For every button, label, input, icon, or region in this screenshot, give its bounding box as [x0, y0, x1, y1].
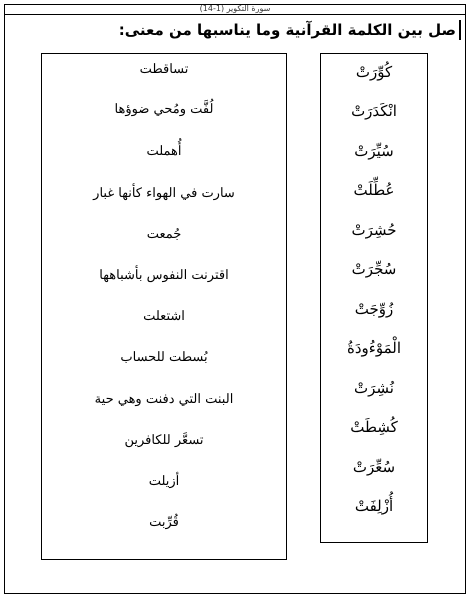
- word-item[interactable]: كُوِّرَتْ: [355, 63, 393, 81]
- meaning-item[interactable]: جُمعت: [146, 227, 182, 242]
- word-item[interactable]: انْكَدَرَتْ: [351, 102, 397, 120]
- meaning-item[interactable]: البنت التي دفنت وهي حية: [94, 392, 234, 407]
- word-item[interactable]: سُعِّرَتْ: [352, 458, 396, 476]
- word-item[interactable]: أُزْلِفَتْ: [354, 497, 394, 515]
- meaning-item[interactable]: لُفَّت ومُحي ضوؤها: [114, 102, 214, 117]
- meaning-item[interactable]: سارت في الهواء كأنها غبار: [93, 186, 235, 201]
- meaning-item[interactable]: بُسطت للحساب: [120, 350, 208, 365]
- word-item[interactable]: كُشِطَتْ: [350, 418, 398, 436]
- word-item[interactable]: سُجِّرَتْ: [351, 260, 397, 278]
- meaning-item[interactable]: تساقطت: [139, 62, 189, 77]
- meaning-item[interactable]: أُهملت: [146, 144, 182, 159]
- meaning-item[interactable]: أزيلت: [148, 474, 180, 489]
- instruction-title: صل بين الكلمة القرآنية وما يناسبها من معنى:: [151, 20, 461, 40]
- word-item[interactable]: عُطِّلَتْ: [353, 181, 395, 199]
- words-column: [320, 53, 428, 543]
- word-item[interactable]: الْمَوْءُودَةُ: [347, 339, 401, 357]
- meaning-item[interactable]: قُرِّبت: [149, 515, 179, 530]
- meanings-column: [41, 53, 287, 560]
- meaning-item[interactable]: اقترنت النفوس بأشباهها: [99, 268, 229, 283]
- meaning-item[interactable]: اشتعلت: [143, 309, 185, 324]
- word-item[interactable]: زُوِّجَتْ: [354, 300, 394, 318]
- word-item[interactable]: حُشِرَتْ: [351, 221, 397, 239]
- meaning-item[interactable]: تسعَّر للكافرين: [124, 433, 204, 448]
- word-item[interactable]: سُيِّرَتْ: [354, 142, 394, 160]
- page-header: سورة التكوير (1-14): [4, 4, 466, 15]
- word-item[interactable]: نُشِرَتْ: [354, 379, 394, 397]
